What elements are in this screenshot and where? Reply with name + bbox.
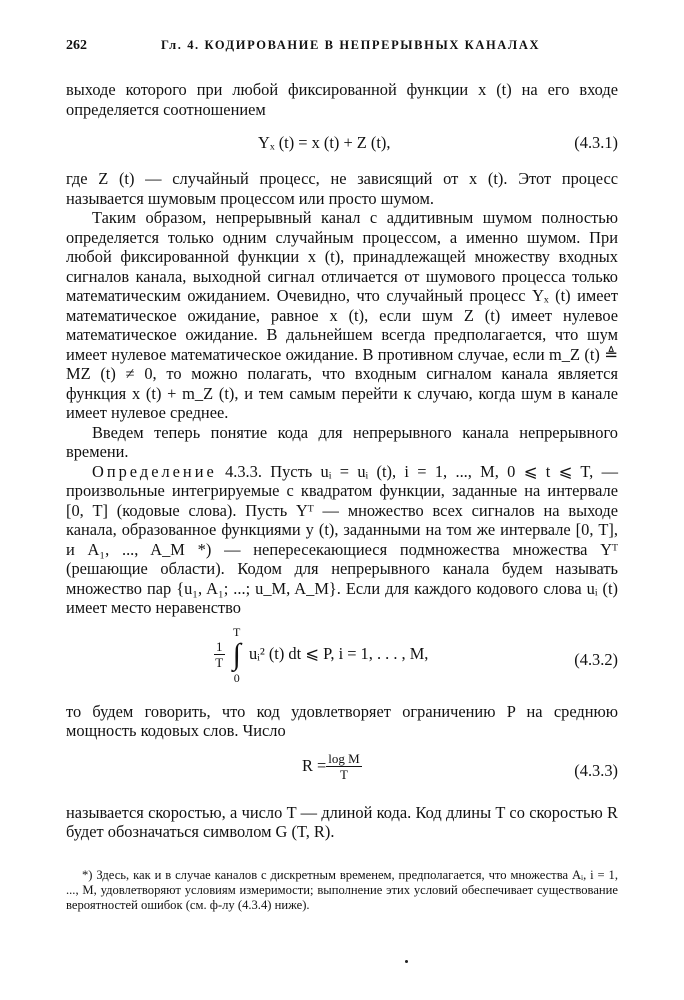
paragraph-6: то будем говорить, что код удовлетворяет ограничению P на среднюю мощность кодовых слов. Число (66, 701, 618, 740)
equation-number: (4.3.3) (574, 760, 618, 780)
integrand: uᵢ² (t) dt ⩽ P, i = 1, . . . , M, (248, 643, 429, 663)
definition-text: 4.3.3. Пусть uᵢ = uᵢ (t), i = 1, ..., M, 0 ⩽ t ⩽ T, — произвольные интегрируемые с квадратом функции, заданные на интервале [0, T] (кодовые слова). Пусть Yᵀ — множество всех сигналов на выходе канала, образованное функциями y (t), заданными на том же интервале [0, T], и A₁, ..., A_M *) — непересекающиеся подмножества множества Yᵀ (решающие области). Кодом для непрерывного канала будем называть множество пар {u₁, A₁; ...; u_M, A_M}. Если для каждого кодового слова uᵢ (t) имеет место неравенство (66, 461, 618, 617)
paragraph-1: выходе которого при любой фиксированной функции x (t) на его входе определяется соотношением (66, 80, 618, 119)
fraction (214, 639, 225, 670)
page-body (66, 80, 618, 842)
equation-4-3-1 (66, 123, 618, 165)
equation-number: (4.3.1) (574, 133, 618, 152)
integral-lower-limit: 0 (233, 670, 240, 685)
equation-lhs: R = (302, 756, 327, 776)
chapter-title: Гл. 4. КОДИРОВАНИЕ В НЕПРЕРЫВНЫХ КАНАЛАХ (161, 38, 541, 52)
fraction-numerator: 1 (216, 639, 223, 654)
page-header (66, 38, 618, 54)
fraction (326, 751, 361, 782)
equation-formula (214, 626, 428, 684)
equation-4-3-2 (66, 622, 618, 698)
equation-number: (4.3.2) (574, 649, 618, 669)
definition-label: Определение (92, 461, 217, 481)
fraction-denominator: T (340, 766, 348, 782)
page-number: 262 (66, 38, 87, 53)
paragraph-4: Введем теперь понятие кода для непрерывного канала непрерывного времени. (66, 422, 618, 461)
paragraph-2: где Z (t) — случайный процесс, не зависящий от x (t). Этот процесс называется шумовым процессом или просто шумом. (66, 169, 618, 208)
footnote: *) Здесь, как и в случае каналов с дискретным временем, предполагается, что множества Aᵢ, i = 1, ..., M, удовлетворяют условиям измеримости; выполнение этих условий обеспечивает существование вероятностей ошибок (см. ф-лу (4.3.4) ниже). (66, 868, 618, 912)
page-speck (405, 960, 408, 963)
paragraph-3: Таким образом, непрерывный канал с аддитивным шумом полностью определяется только одним случайным процессом, а именно шумом. При любой фиксированной функции x (t), принадлежащей множеству входных сигналов канала, выходной сигнал отличается от шумового процесса только математическим ожиданием. Очевидно, что случайный процесс Yₓ (t) имеет математическое ожидание, равное x (t), если шум Z (t) имеет нулевое математическое ожидание. В дальнейшем всегда предполагается, что шум имеет нулевое математическое ожидание. В противном случае, если m_Z (t) ≜ MZ (t) ≠ 0, то можно полагать, что входным сигналом канала является функция x (t) + m_Z (t), и тем самым перейти к случаю, когда шум в канале имеет нулевое среднее. (66, 208, 618, 422)
integral-upper-limit: T (233, 624, 241, 639)
equation-formula: Yₓ (t) = x (t) + Z (t), (258, 133, 391, 152)
equation-formula (302, 751, 362, 782)
equation-4-3-3 (66, 745, 618, 799)
fraction-denominator: T (215, 655, 224, 670)
definition-paragraph (66, 462, 618, 618)
paragraph-7: называется скоростью, а число T — длиной кода. Код длины T со скоростью R будет обозначаться символом G (T, R). (66, 802, 618, 841)
fraction-numerator: log M (328, 750, 360, 766)
integral-sign: T ∫ 0 (232, 624, 241, 685)
